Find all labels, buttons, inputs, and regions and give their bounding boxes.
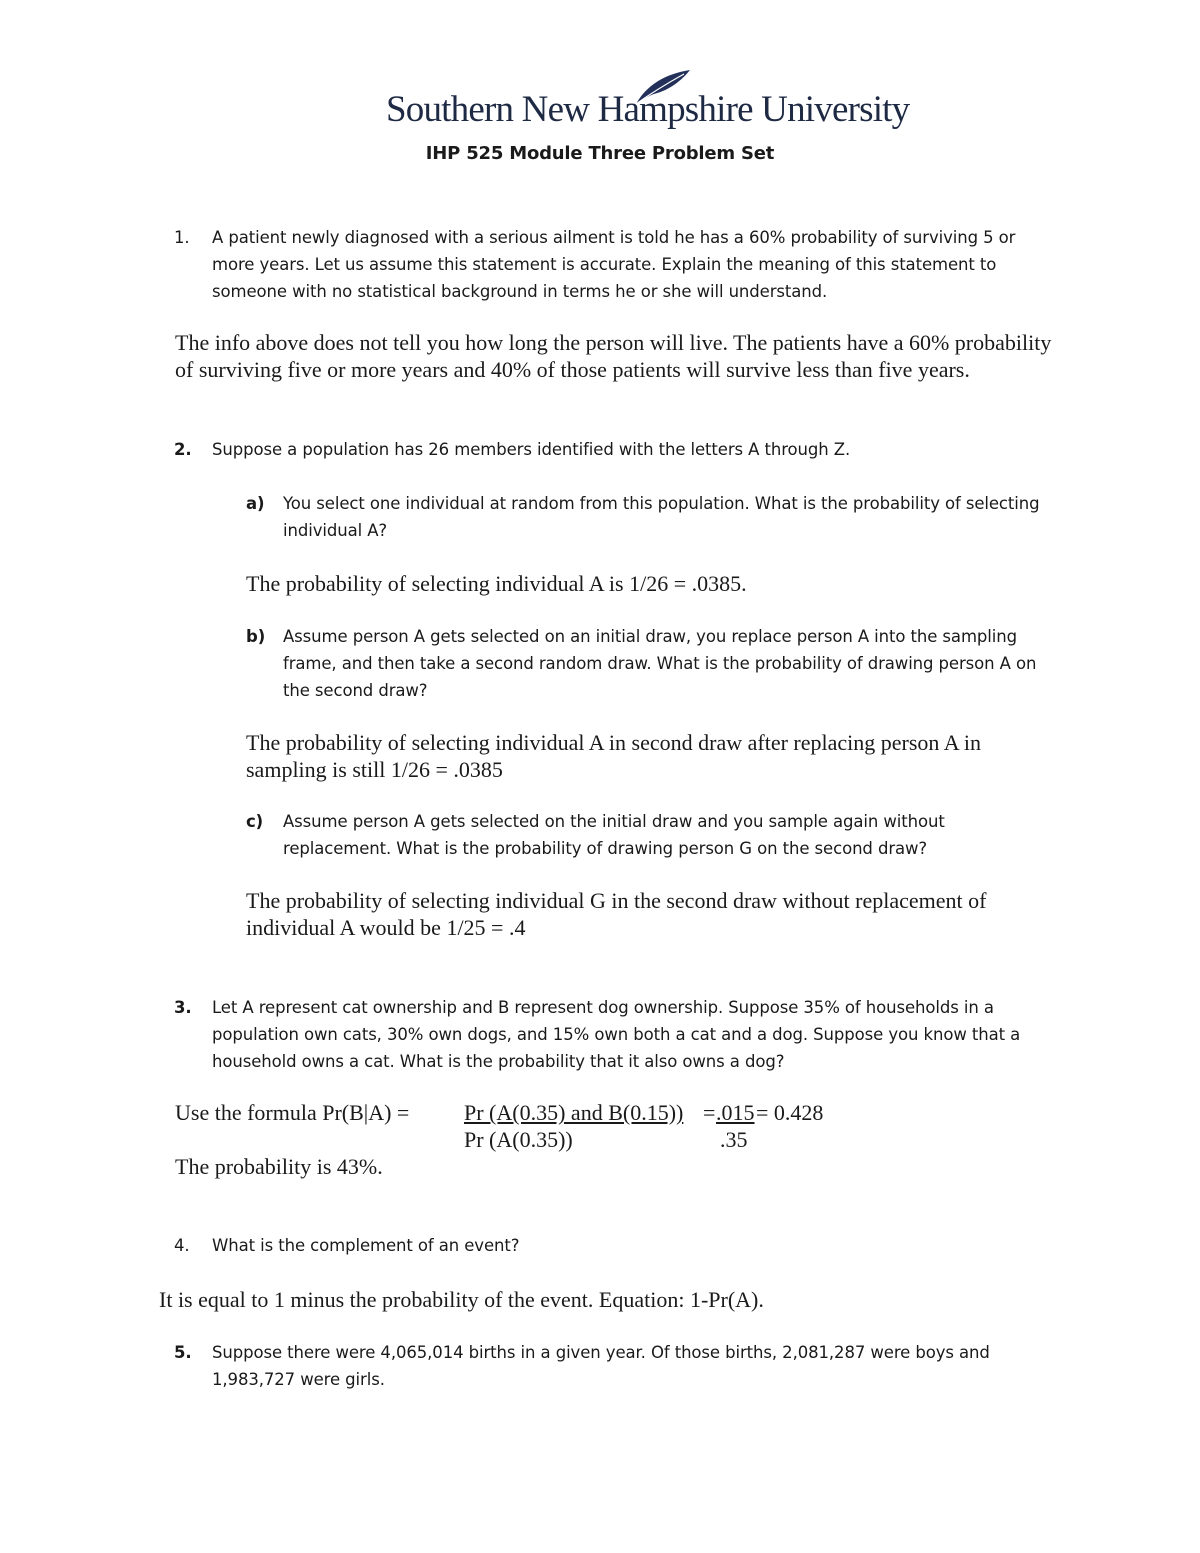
q3-formula-numerator: Pr (A(0.35) and B(0.15))	[464, 1100, 684, 1125]
q4-text: What is the complement of an event?	[212, 1236, 520, 1255]
q3-formula-prefix: Use the formula Pr(B|A) =	[175, 1100, 410, 1125]
q5-number: 5.	[174, 1343, 192, 1362]
leaf-logo-icon	[624, 68, 694, 108]
q3-answer: The probability is 43%.	[175, 1154, 383, 1179]
q2c-label: c)	[246, 812, 264, 831]
page-title: IHP 525 Module Three Problem Set	[425, 143, 775, 164]
q3-number: 3.	[174, 998, 192, 1017]
university-logo-text: Southern New Hampshire University	[386, 89, 910, 130]
q3-formula-denominator: Pr (A(0.35))	[464, 1127, 573, 1152]
q2c-answer: The probability of selecting individual G in the second draw without replacement of individual A would be 1/25 = .4	[246, 888, 987, 940]
q1-answer: The info above does not tell you how long the person will live. The patients have a 60% probability of surviving five or more years and 40% of those patients will survive less than five years.	[175, 330, 1052, 382]
q2b-text: Assume person A gets selected on an initial draw, you replace person A into the sampling frame, and then take a second random draw. What is the probability of drawing person A on the second draw?	[283, 627, 1037, 700]
q5-text: Suppose there were 4,065,014 births in a given year. Of those births, 2,081,287 were boys and 1,983,727 were girls.	[212, 1343, 990, 1389]
q3-text: Let A represent cat ownership and B represent dog ownership. Suppose 35% of households in a population own cats, 30% own dogs, and 15% own both a cat and a dog. Suppose you know that a household owns a cat. What is the probability that it also owns a dog?	[212, 998, 1021, 1071]
q2c-text: Assume person A gets selected on the initial draw and you sample again without replacement. What is the probability of drawing person G on the second draw?	[283, 812, 945, 858]
q3-formula-numerator-value: .015	[716, 1100, 755, 1125]
q2-number: 2.	[174, 440, 192, 459]
q4-answer: It is equal to 1 minus the probability of the event. Equation: 1-Pr(A).	[159, 1287, 764, 1312]
q2a-label: a)	[246, 494, 265, 513]
q1-number: 1.	[174, 228, 190, 247]
q3-formula-result: = 0.428	[756, 1100, 824, 1125]
q3-formula-equals: =	[703, 1100, 716, 1125]
q2b-answer: The probability of selecting individual A in second draw after replacing person A in sampling is still 1/26 = .0385	[246, 730, 981, 782]
q2a-answer: The probability of selecting individual A is 1/26 = .0385.	[246, 571, 747, 596]
q4-number: 4.	[174, 1236, 190, 1255]
q2b-label: b)	[246, 627, 266, 646]
q3-formula-denominator-value: .35	[720, 1127, 748, 1152]
q2a-text: You select one individual at random from this population. What is the probability of selecting individual A?	[283, 494, 1040, 540]
q2-text: Suppose a population has 26 members identified with the letters A through Z.	[212, 440, 851, 459]
q1-text: A patient newly diagnosed with a serious ailment is told he has a 60% probability of surviving 5 or more years. Let us assume this statement is accurate. Explain the meaning of this statement to someone with no statistical background in terms he or she will understand.	[212, 228, 1016, 301]
